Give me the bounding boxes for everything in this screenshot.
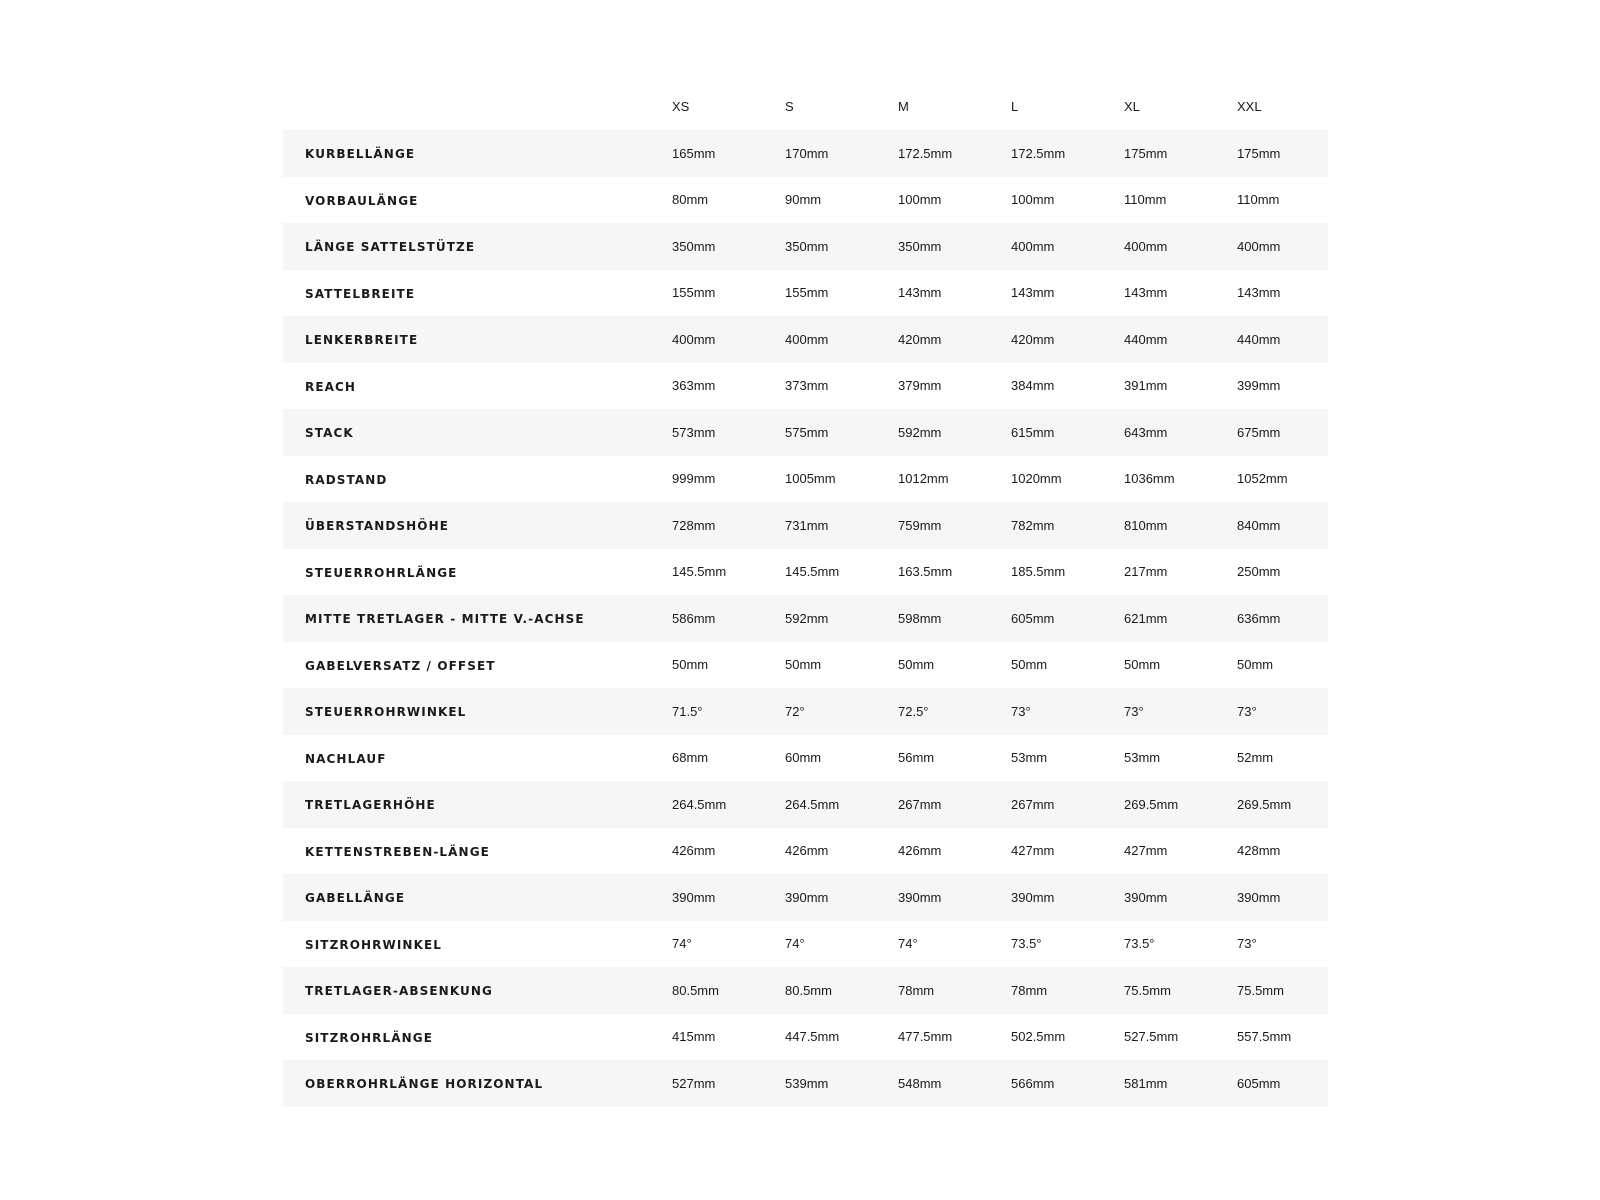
table-cell: 1005mm [785,471,836,487]
table-cell: 420mm [898,331,942,347]
table-cell: 143mm [898,285,942,301]
table-cell: 390mm [1237,889,1281,905]
table-cell: 557.5mm [1237,1029,1292,1045]
table-cell: 384mm [1011,378,1055,394]
size-header-xl: XL [1124,99,1140,114]
size-header-s: S [785,99,794,114]
table-cell: 592mm [898,424,942,440]
table-cell: 90mm [785,192,822,208]
table-cell: 675mm [1237,424,1281,440]
table-cell: 267mm [1011,796,1055,812]
table-cell: 175mm [1124,145,1168,161]
row-label: KURBELLÄNGE [305,147,416,162]
table-cell: 840mm [1237,517,1281,533]
table-cell: 72° [785,703,805,719]
table-cell: 165mm [672,145,716,161]
table-cell: 50mm [1011,657,1048,673]
table-cell: 592mm [785,610,829,626]
table-row [283,735,1328,782]
row-label: SITZROHRLÄNGE [305,1030,434,1045]
table-row [283,921,1328,968]
table-cell: 636mm [1237,610,1281,626]
table-cell: 163.5mm [898,564,953,580]
table-cell: 1036mm [1124,471,1175,487]
table-cell: 420mm [1011,331,1055,347]
table-row [283,828,1328,875]
table-cell: 415mm [672,1029,716,1045]
table-cell: 581mm [1124,1075,1168,1091]
table-row [283,409,1328,456]
row-label: REACH [305,379,357,394]
table-cell: 586mm [672,610,716,626]
table-cell: 74° [672,936,692,952]
table-cell: 73° [1124,703,1144,719]
size-header-m: M [898,99,909,114]
table-cell: 363mm [672,378,716,394]
row-label: RADSTAND [305,472,388,487]
table-cell: 73° [1237,703,1257,719]
table-cell: 426mm [898,843,942,859]
table-cell: 728mm [672,517,716,533]
table-cell: 80.5mm [785,982,832,998]
table-row [283,177,1328,224]
table-cell: 71.5° [672,703,703,719]
table-cell: 427mm [1011,843,1055,859]
table-cell: 172.5mm [1011,145,1066,161]
row-label: SATTELBREITE [305,286,416,301]
row-label: STACK [305,426,354,441]
table-cell: 373mm [785,378,829,394]
table-row [283,316,1328,363]
table-cell: 269.5mm [1237,796,1292,812]
row-label: GABELVERSATZ / OFFSET [305,658,496,673]
table-row [283,688,1328,735]
table-cell: 999mm [672,471,716,487]
table-cell: 527mm [672,1075,716,1091]
row-label: KETTENSTREBEN-LÄNGE [305,844,490,859]
row-label: OBERROHRLÄNGE HORIZONTAL [305,1077,544,1092]
table-cell: 427mm [1124,843,1168,859]
table-row [283,595,1328,642]
row-label: VORBAULÄNGE [305,193,419,208]
table-cell: 50mm [1237,657,1274,673]
table-cell: 170mm [785,145,829,161]
table-cell: 440mm [1237,331,1281,347]
table-cell: 440mm [1124,331,1168,347]
table-cell: 73.5° [1011,936,1042,952]
row-label: GABELLÄNGE [305,891,406,906]
table-cell: 75.5mm [1124,982,1171,998]
row-label: LÄNGE SATTELSTÜTZE [305,240,476,255]
table-cell: 390mm [898,889,942,905]
row-label: STEUERROHRLÄNGE [305,565,458,580]
table-cell: 217mm [1124,564,1168,580]
table-cell: 74° [898,936,918,952]
table-cell: 143mm [1011,285,1055,301]
table-cell: 759mm [898,517,942,533]
table-cell: 379mm [898,378,942,394]
table-cell: 621mm [1124,610,1168,626]
size-header-xs: XS [672,99,690,114]
table-cell: 264.5mm [785,796,840,812]
table-cell: 53mm [1011,750,1048,766]
table-cell: 185.5mm [1011,564,1066,580]
table-cell: 50mm [785,657,822,673]
size-header-row [283,82,1328,130]
table-cell: 1052mm [1237,471,1288,487]
table-cell: 110mm [1237,192,1280,208]
table-cell: 477.5mm [898,1029,953,1045]
table-cell: 74° [785,936,805,952]
row-label: SITZROHRWINKEL [305,937,443,952]
table-cell: 269.5mm [1124,796,1179,812]
table-cell: 391mm [1124,378,1168,394]
row-label: ÜBERSTANDSHÖHE [305,519,450,534]
table-cell: 50mm [898,657,935,673]
table-cell: 810mm [1124,517,1168,533]
table-cell: 50mm [1124,657,1161,673]
table-cell: 145.5mm [672,564,727,580]
table-cell: 502.5mm [1011,1029,1066,1045]
table-cell: 1020mm [1011,471,1062,487]
table-cell: 390mm [672,889,716,905]
table-cell: 400mm [672,331,716,347]
table-row [283,130,1328,177]
table-cell: 539mm [785,1075,829,1091]
table-cell: 175mm [1237,145,1281,161]
table-cell: 527.5mm [1124,1029,1179,1045]
table-cell: 390mm [1124,889,1168,905]
table-cell: 605mm [1237,1075,1281,1091]
table-body [283,130,1328,1107]
table-cell: 399mm [1237,378,1281,394]
table-cell: 566mm [1011,1075,1055,1091]
table-cell: 400mm [1237,238,1281,254]
table-cell: 80.5mm [672,982,719,998]
table-cell: 350mm [898,238,942,254]
table-cell: 447.5mm [785,1029,840,1045]
table-cell: 400mm [1011,238,1055,254]
table-row [283,1014,1328,1061]
table-cell: 53mm [1124,750,1161,766]
table-cell: 155mm [785,285,829,301]
table-cell: 78mm [1011,982,1048,998]
table-cell: 782mm [1011,517,1055,533]
table-cell: 73° [1237,936,1257,952]
table-cell: 60mm [785,750,822,766]
table-cell: 400mm [785,331,829,347]
table-cell: 1012mm [898,471,949,487]
table-cell: 575mm [785,424,829,440]
table-row [283,1060,1328,1107]
table-cell: 643mm [1124,424,1168,440]
table-cell: 52mm [1237,750,1274,766]
table-row [283,502,1328,549]
table-cell: 605mm [1011,610,1055,626]
table-cell: 615mm [1011,424,1055,440]
table-cell: 428mm [1237,843,1281,859]
table-cell: 73.5° [1124,936,1155,952]
row-label: LENKERBREITE [305,333,419,348]
table-cell: 80mm [672,192,709,208]
table-cell: 155mm [672,285,716,301]
table-row [283,363,1328,410]
table-cell: 426mm [672,843,716,859]
table-cell: 426mm [785,843,829,859]
table-row [283,874,1328,921]
table-row [283,642,1328,689]
row-label: NACHLAUF [305,751,387,766]
table-cell: 100mm [1011,192,1055,208]
table-cell: 350mm [785,238,829,254]
table-cell: 731mm [785,517,829,533]
table-row [283,270,1328,317]
table-cell: 350mm [672,238,716,254]
table-row [283,781,1328,828]
table-cell: 72.5° [898,703,929,719]
table-cell: 56mm [898,750,935,766]
table-cell: 390mm [785,889,829,905]
table-cell: 68mm [672,750,709,766]
table-cell: 145.5mm [785,564,840,580]
table-cell: 143mm [1124,285,1168,301]
size-header-l: L [1011,99,1019,114]
table-cell: 267mm [898,796,942,812]
table-row [283,967,1328,1014]
size-header-xxl: XXL [1237,99,1262,114]
table-cell: 400mm [1124,238,1168,254]
table-cell: 390mm [1011,889,1055,905]
table-cell: 172.5mm [898,145,953,161]
table-cell: 75.5mm [1237,982,1284,998]
table-cell: 110mm [1124,192,1167,208]
geometry-table [283,82,1328,1107]
row-label: MITTE TRETLAGER - MITTE V.-ACHSE [305,612,585,627]
row-label: STEUERROHRWINKEL [305,705,467,720]
table-cell: 73° [1011,703,1031,719]
table-cell: 100mm [898,192,942,208]
table-row [283,223,1328,270]
table-cell: 548mm [898,1075,942,1091]
table-cell: 143mm [1237,285,1281,301]
table-cell: 598mm [898,610,942,626]
table-cell: 573mm [672,424,716,440]
row-label: TRETLAGERHÖHE [305,798,436,813]
table-cell: 264.5mm [672,796,727,812]
table-cell: 50mm [672,657,709,673]
table-cell: 250mm [1237,564,1281,580]
table-row [283,549,1328,596]
table-row [283,456,1328,503]
table-cell: 78mm [898,982,935,998]
row-label: TRETLAGER-ABSENKUNG [305,984,493,999]
